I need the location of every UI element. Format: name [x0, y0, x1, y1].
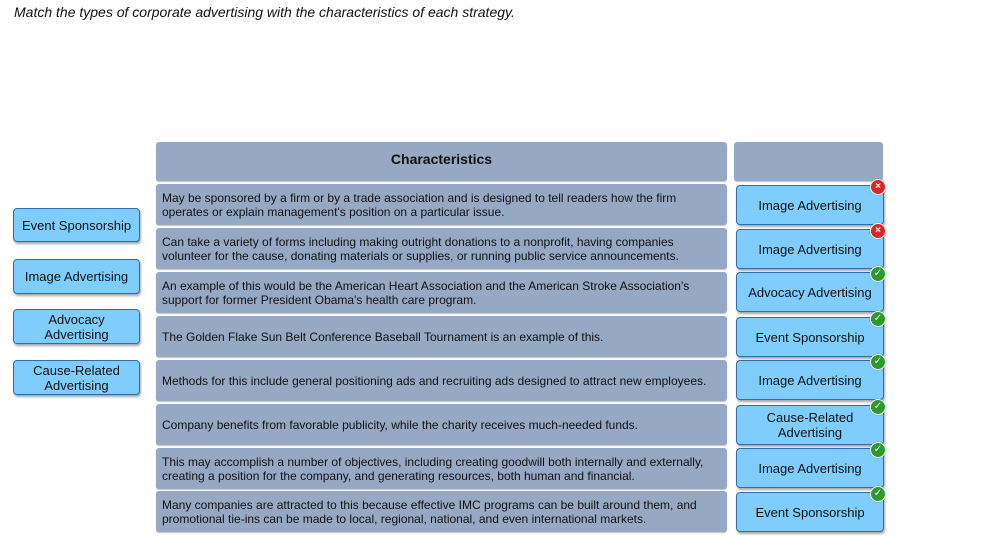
characteristic-text: The Golden Flake Sun Belt Conference Baseball Tournament is an example of this. — [162, 329, 604, 344]
characteristic-text: An example of this would be the American Heart Association and the American Stroke Association's support for former President Obama's health care program. — [162, 278, 690, 307]
characteristic-text: Many companies are attracted to this because effective IMC programs can be built around them, and promotional tie-ins can be made to local, regional, national, and even international markets. — [162, 497, 697, 526]
answer-label: Cause-Related Advertising — [766, 410, 854, 440]
source-tile-cause-related-advertising[interactable] — [13, 360, 140, 395]
correct-check-icon: ✓ — [870, 311, 886, 327]
answer-label: Image Advertising — [758, 460, 862, 476]
characteristic-row-3 — [156, 272, 727, 313]
characteristic-row-4 — [156, 316, 727, 357]
characteristic-row-8 — [156, 491, 727, 532]
source-tile-label: Image Advertising — [24, 269, 129, 284]
characteristic-row-7 — [156, 448, 727, 489]
characteristic-text: Can take a variety of forms including making outright donations to a nonprofit, having companies volunteer for the cause, donating materials or supplies, or running public service announcements. — [162, 234, 679, 263]
characteristic-row-6 — [156, 404, 727, 445]
answer-label: Image Advertising — [758, 197, 862, 213]
source-tile-image-advertising[interactable] — [13, 259, 140, 294]
characteristic-text: May be sponsored by a firm or by a trade association and is designed to tell readers how the firm operates or explain management's position on a particular issue. — [162, 190, 677, 219]
answer-slot-5[interactable] — [736, 356, 884, 400]
characteristic-text: This may accomplish a number of objectives, including creating goodwill both internally and externally, creating a position for the company, and generating resources, both human and financial. — [162, 454, 704, 483]
correct-check-icon: ✓ — [870, 399, 886, 415]
answer-label: Event Sponsorship — [755, 504, 865, 520]
characteristic-row-1 — [156, 184, 727, 225]
answer-slot-3[interactable] — [736, 268, 884, 312]
correct-check-icon: ✓ — [870, 486, 886, 502]
source-tile-event-sponsorship[interactable] — [13, 208, 140, 242]
correct-check-icon: ✓ — [870, 354, 886, 370]
answer-slot-7[interactable] — [736, 444, 884, 488]
correct-check-icon: ✓ — [870, 442, 886, 458]
answer-slot-6[interactable] — [736, 401, 884, 445]
characteristic-text: Company benefits from favorable publicity, while the charity receives much-needed funds. — [162, 417, 639, 432]
characteristic-text: Methods for this include general positioning ads and recruiting ads designed to attract new employees. — [162, 373, 707, 388]
incorrect-icon: × — [870, 223, 886, 239]
correct-check-icon: ✓ — [870, 266, 886, 282]
answer-label: Advocacy Advertising — [748, 284, 872, 300]
characteristic-row-5 — [156, 360, 727, 401]
characteristics-header — [156, 142, 727, 181]
source-tile-label: Event Sponsorship — [21, 217, 132, 233]
characteristics-header-title: Characteristics — [390, 151, 493, 167]
answer-slot-8[interactable] — [736, 488, 884, 532]
answer-label: Event Sponsorship — [755, 329, 865, 345]
answer-label: Image Advertising — [758, 241, 862, 257]
answer-slot-2[interactable] — [736, 225, 884, 269]
source-tile-label: Cause-Related Advertising — [33, 362, 120, 393]
source-tile-advocacy-advertising[interactable] — [13, 309, 140, 344]
source-tile-label: Advocacy Advertising — [44, 311, 109, 342]
characteristic-row-2 — [156, 228, 727, 269]
answer-slot-1[interactable] — [736, 181, 884, 225]
answer-label: Image Advertising — [758, 372, 862, 388]
incorrect-icon: × — [870, 179, 886, 195]
instruction-text: Match the types of corporate advertising with the characteristics of each strategy. — [14, 4, 515, 20]
answer-column-header — [734, 142, 883, 181]
answer-slot-4[interactable] — [736, 313, 884, 357]
